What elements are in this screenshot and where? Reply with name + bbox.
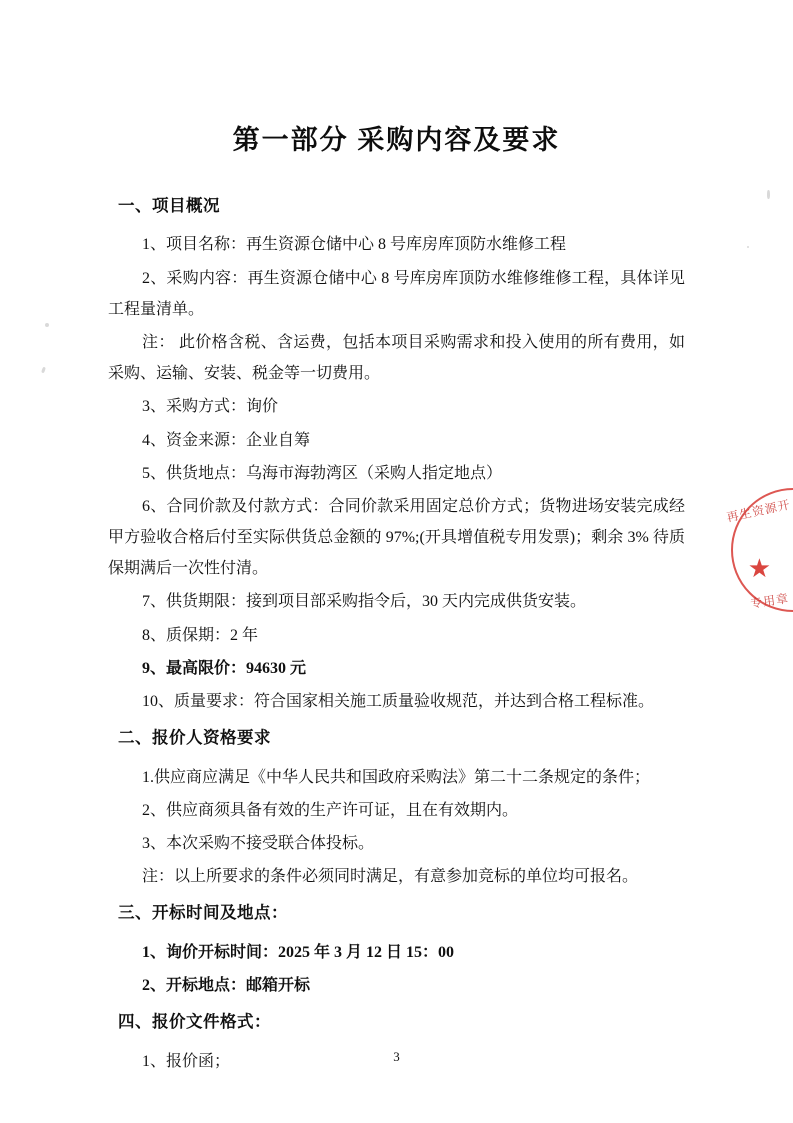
section-heading-bid-time-place: 三、开标时间及地点：: [118, 903, 288, 923]
star-icon: ★: [747, 554, 771, 583]
paragraph-qualification-2: 2、供应商须具备有效的生产许可证，且在有效期内。: [142, 801, 519, 819]
paragraph-qualification-3: 3、本次采购不接受联合体投标。: [142, 834, 375, 852]
page-number: 3: [393, 1049, 400, 1064]
stamp-bottom-text: 专用章: [749, 591, 790, 611]
paragraph-funding-source: 4、资金来源：企业自筹: [142, 431, 311, 449]
scan-speck: [747, 246, 749, 248]
paragraph-qualification-1: 1.供应商应满足《中华人民共和国政府采购法》第二十二条规定的条件；: [142, 768, 651, 786]
stamp-top-text: 再生资源开: [725, 497, 792, 525]
scan-speck: [45, 323, 49, 327]
paragraph-quotation-item-1: 1、报价函；: [142, 1052, 231, 1070]
paragraph-project-name: 1、项目名称：再生资源仓储中心 8 号库房库顶防水维修工程: [142, 236, 567, 254]
paragraph-purchase-method: 3、采购方式：询价: [142, 398, 279, 416]
paragraph-qualification-note: 注：以上所要求的条件必须同时满足，有意参加竞标的单位均可报名。: [142, 868, 639, 886]
page-title: 第一部分 采购内容及要求: [232, 125, 561, 155]
paragraph-price-note: 注： 此价格含税、含运费，包括本项目采购需求和投入使用的所有费用，如采购、运输、安装、税金等一切费用。: [108, 333, 685, 383]
document-body: [0, 193, 793, 1077]
paragraph-bid-opening-place: 2、开标地点：邮箱开标: [142, 976, 311, 994]
paragraph-bid-opening-time: 1、询价开标时间：2025 年 3 月 12 日 15：00: [142, 943, 455, 961]
paragraph-contract-payment: 6、合同价款及付款方式：合同价款采用固定总价方式；货物进场安装完成经甲方验收合格后付至实际供货总金额的 97%;(开具增值税专用发票)；剩余 3% 待质保期满后一次性付清。: [108, 497, 685, 578]
section-heading-bidder-qualification: 二、报价人资格要求: [118, 728, 271, 748]
section-heading-quotation-format: 四、报价文件格式：: [118, 1012, 271, 1032]
scan-speck: [767, 190, 770, 199]
paragraph-quality-requirement: 10、质量要求：符合国家相关施工质量验收规范，并达到合格工程标准。: [142, 693, 655, 711]
section-heading-project-overview: 一、项目概况: [118, 196, 220, 215]
paragraph-warranty-period: 8、质保期：2 年: [142, 626, 259, 644]
paragraph-max-price: 9、最高限价：94630 元: [142, 659, 307, 677]
paragraph-delivery-location: 5、供货地点：乌海市海勃湾区（采购人指定地点）: [142, 464, 503, 482]
paragraph-purchase-content: 2、采购内容：再生资源仓储中心 8 号库房库顶防水维修维修工程，具体详见工程量清单。: [108, 269, 685, 318]
paragraph-delivery-period: 7、供货期限：接到项目部采购指令后，30 天内完成供货安装。: [142, 593, 587, 611]
